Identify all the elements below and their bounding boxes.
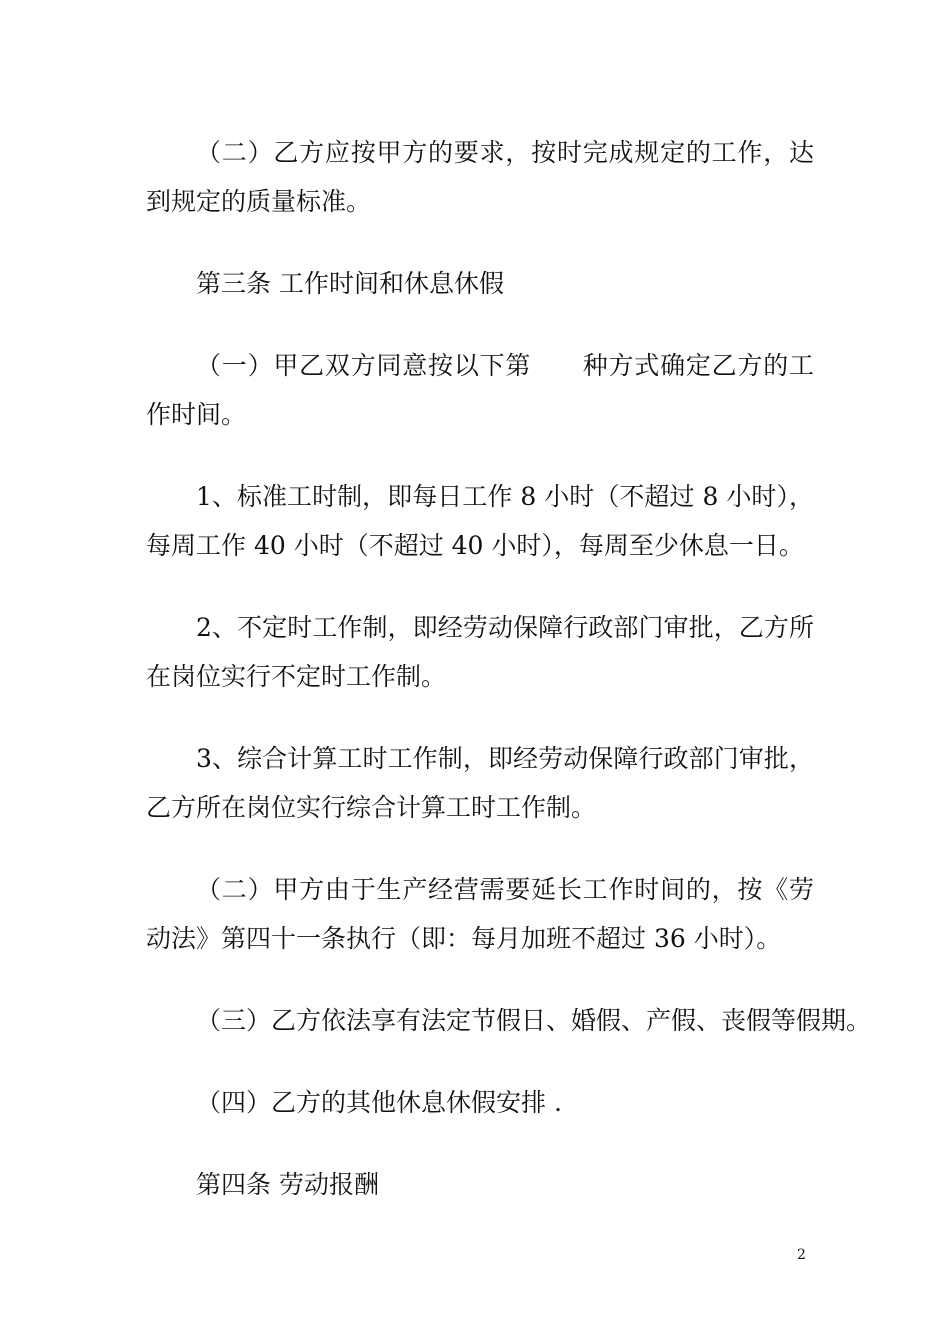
paragraph-work-quality: （二）乙方应按甲方的要求，按时完成规定的工作，达到规定的质量标准。 [146,138,814,216]
article-3-heading: 第三条 工作时间和休息休假 [196,269,504,298]
paragraph-other-leave: （四）乙方的其他休息休假安排 . [196,1088,562,1117]
paragraph-comprehensive-hours: 3、综合计算工时工作制，即经劳动保障行政部门审批，乙方所在岗位实行综合计算工时工作制。 [146,744,814,822]
paragraph-work-hours-method: （一）甲乙双方同意按以下第 种方式确定乙方的工作时间。 [146,351,814,429]
page-number: 2 [797,1247,806,1263]
paragraph-statutory-holidays: （三）乙方依法享有法定节假日、婚假、产假、丧假等假期。 [196,1006,872,1035]
document-body [146,128,872,1242]
article-4-heading: 第四条 劳动报酬 [196,1170,379,1199]
paragraph-standard-hours: 1、标准工时制，即每日工作 8 小时（不超过 8 小时），每周工作 40 小时（不超过 40 小时），每周至少休息一日。 [146,482,814,560]
paragraph-flexible-hours: 2、不定时工作制，即经劳动保障行政部门审批，乙方所在岗位实行不定时工作制。 [146,613,814,691]
paragraph-overtime: （二）甲方由于生产经营需要延长工作时间的，按《劳动法》第四十一条执行（即：每月加班不超过 36 小时）。 [146,875,814,953]
